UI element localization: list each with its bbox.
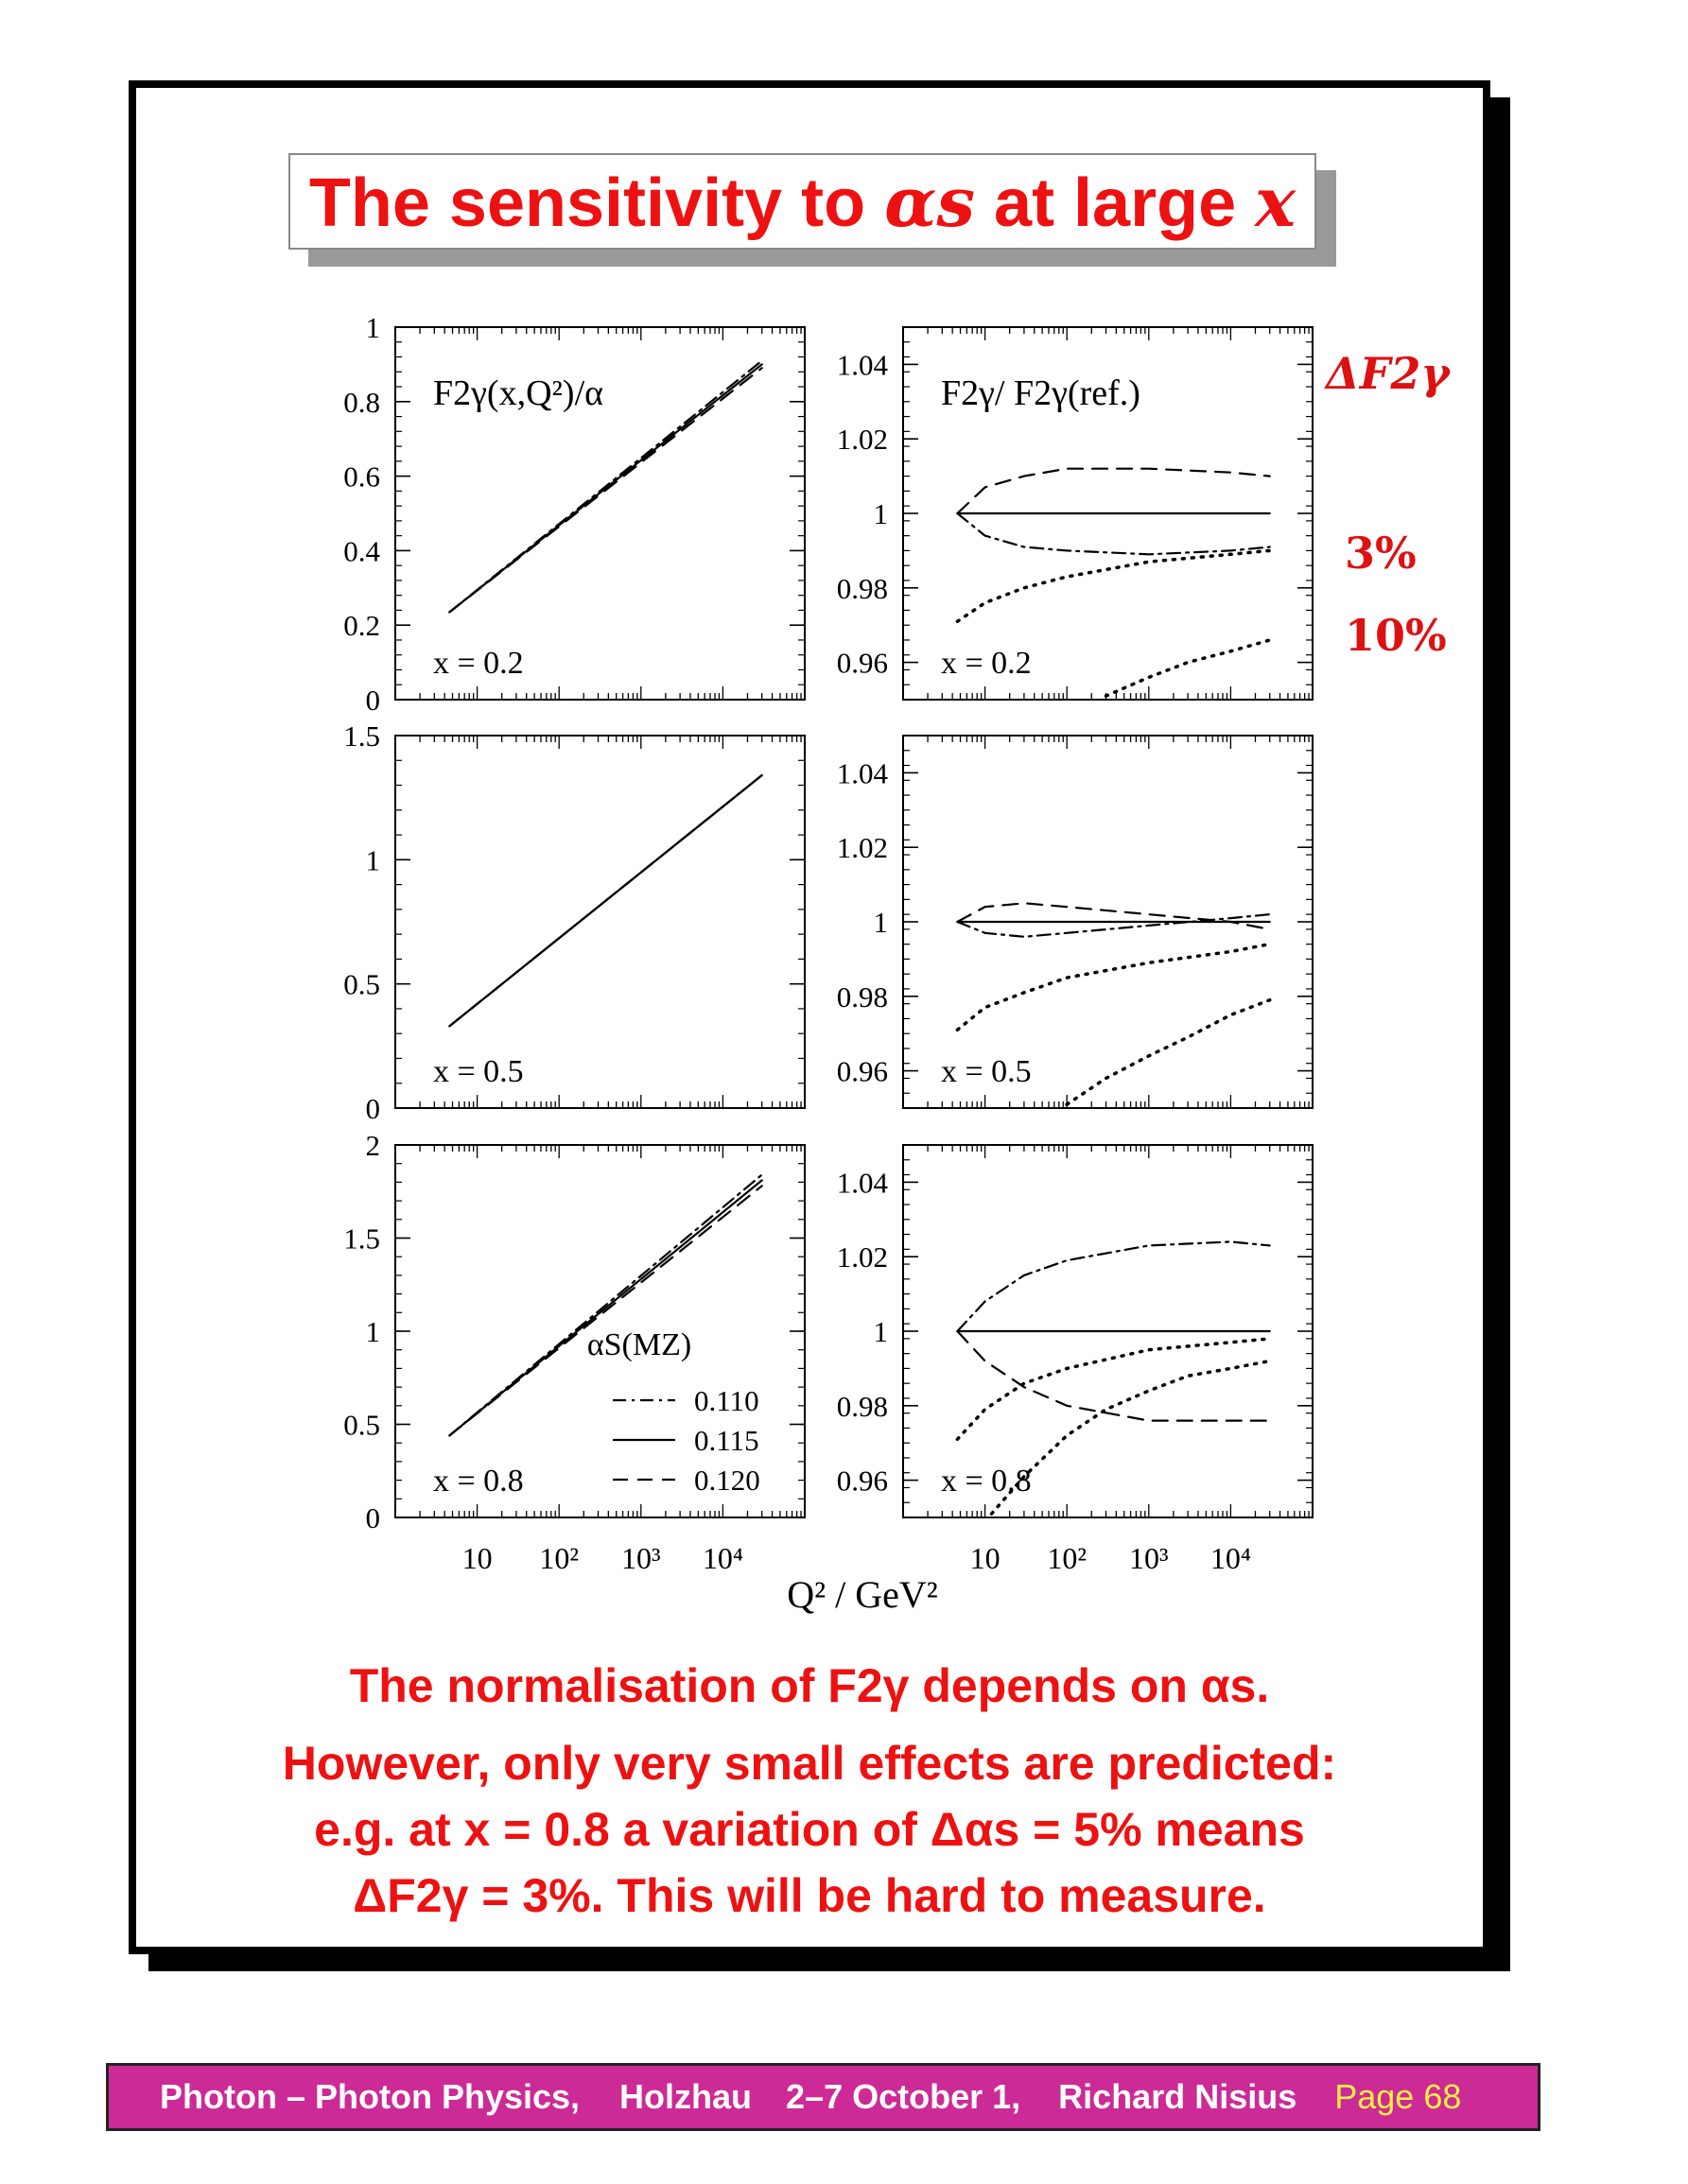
series-line-dash-dot <box>957 513 1269 554</box>
y-tick-label: 1.04 <box>836 756 888 790</box>
y-tick-label: 1.04 <box>836 1166 888 1200</box>
panel-label: x = 0.8 <box>433 1464 524 1499</box>
y-axis-title: F2γ/ F2γ(ref.) <box>941 373 1140 413</box>
y-tick-label: 1.02 <box>836 1240 888 1274</box>
legend-title: αS(MZ) <box>586 1327 692 1362</box>
caption-line-3: e.g. at x = 0.8 a variation of Δαs = 5% means <box>314 1803 1305 1856</box>
x-tick-label: 10² <box>1047 1541 1087 1575</box>
panel-label: x = 0.2 <box>941 646 1032 681</box>
x-tick-label: 10⁴ <box>1209 1541 1251 1575</box>
y-tick-label: 0 <box>365 684 380 717</box>
y-tick-label: 0.8 <box>343 385 380 419</box>
x-tick-label: 10³ <box>1129 1541 1169 1575</box>
y-tick-label: 0.4 <box>343 534 380 568</box>
footer-location: Holzhau <box>619 2077 753 2116</box>
series-line-dotted <box>992 1361 1270 1515</box>
y-tick-label: 1.02 <box>836 831 888 865</box>
ten-percent-label: 10% <box>1345 610 1447 661</box>
series-line-dotted <box>1067 1000 1270 1104</box>
legend-entry: 0.120 <box>694 1464 760 1497</box>
y-tick-label: 1.5 <box>343 719 380 753</box>
y-tick-label: 0.96 <box>836 646 888 680</box>
y-tick-label: 1 <box>873 906 888 939</box>
series-line-dash-dot <box>957 1241 1269 1331</box>
title-alpha: αs <box>884 161 976 242</box>
y-tick-label: 1 <box>873 1315 888 1348</box>
y-tick-label: 1 <box>873 497 888 530</box>
y-tick-label: 1.5 <box>343 1222 380 1256</box>
y-tick-label: 0.98 <box>836 979 888 1014</box>
series-line-dotted <box>957 550 1269 621</box>
y-tick-label: 0.2 <box>343 609 380 643</box>
footer-date: 2–7 October 1, <box>786 2077 1021 2116</box>
series-line-dash-dot <box>957 914 1269 937</box>
caption-line-1: The normalisation of F2γ depends on αs. <box>349 1659 1270 1712</box>
y-tick-label: 1 <box>365 1315 380 1348</box>
x-tick-label: 10³ <box>621 1541 661 1575</box>
footer-author: Richard Nisius <box>1058 2077 1297 2116</box>
legend-entry: 0.115 <box>694 1424 759 1457</box>
y-tick-label: 2 <box>365 1129 380 1162</box>
series-line-dotted <box>957 1339 1269 1439</box>
x-axis-title: Q² / GeV² <box>787 1573 938 1616</box>
footer-event: Photon – Photon Physics, <box>160 2077 581 2116</box>
y-tick-label: 0.6 <box>343 459 380 494</box>
caption-line-4: ΔF2γ = 3%. This will be hard to measure. <box>353 1869 1266 1922</box>
footer-bar <box>106 2063 1540 2131</box>
y-tick-label: 0 <box>365 1501 380 1534</box>
y-tick-label: 0 <box>365 1092 380 1125</box>
y-tick-label: 0.96 <box>836 1054 888 1088</box>
panel-label: x = 0.5 <box>433 1054 524 1089</box>
series-line-dashed <box>957 469 1269 513</box>
series-line-dotted <box>1106 640 1270 696</box>
caption-line-2: However, only very small effects are predicted: <box>282 1737 1337 1790</box>
series-line-dashed <box>957 903 1269 929</box>
footer-page-number: Page 68 <box>1334 2077 1462 2116</box>
y-tick-label: 1.02 <box>836 423 888 457</box>
three-percent-label: 3% <box>1345 528 1417 579</box>
y-tick-label: 1.04 <box>836 348 888 382</box>
panel-label: x = 0.2 <box>433 646 524 681</box>
panel-label: x = 0.5 <box>941 1054 1032 1089</box>
series-line-dotted <box>957 945 1269 1031</box>
y-tick-label: 0.98 <box>836 1389 888 1423</box>
x-tick-label: 10 <box>461 1541 493 1575</box>
legend-entry: 0.110 <box>694 1384 759 1417</box>
y-tick-label: 0.98 <box>836 571 888 605</box>
y-tick-label: 0.5 <box>343 967 380 1001</box>
y-axis-title: F2γ(x,Q²)/α <box>433 373 604 413</box>
y-tick-label: 1 <box>365 843 380 877</box>
y-tick-label: 0.96 <box>836 1464 888 1498</box>
y-tick-label: 0.5 <box>343 1408 380 1442</box>
x-tick-label: 10 <box>969 1541 1001 1575</box>
panel-label: x = 0.8 <box>941 1464 1032 1499</box>
x-tick-label: 10² <box>539 1541 579 1575</box>
title-x: x <box>1255 161 1296 242</box>
x-tick-label: 10⁴ <box>702 1541 743 1575</box>
title-prefix: The sensitivity to <box>308 165 885 241</box>
title-middle: at large <box>975 165 1256 241</box>
delta-f2-label: ΔF2γ <box>1326 348 1450 399</box>
y-tick-label: 1 <box>365 311 380 344</box>
